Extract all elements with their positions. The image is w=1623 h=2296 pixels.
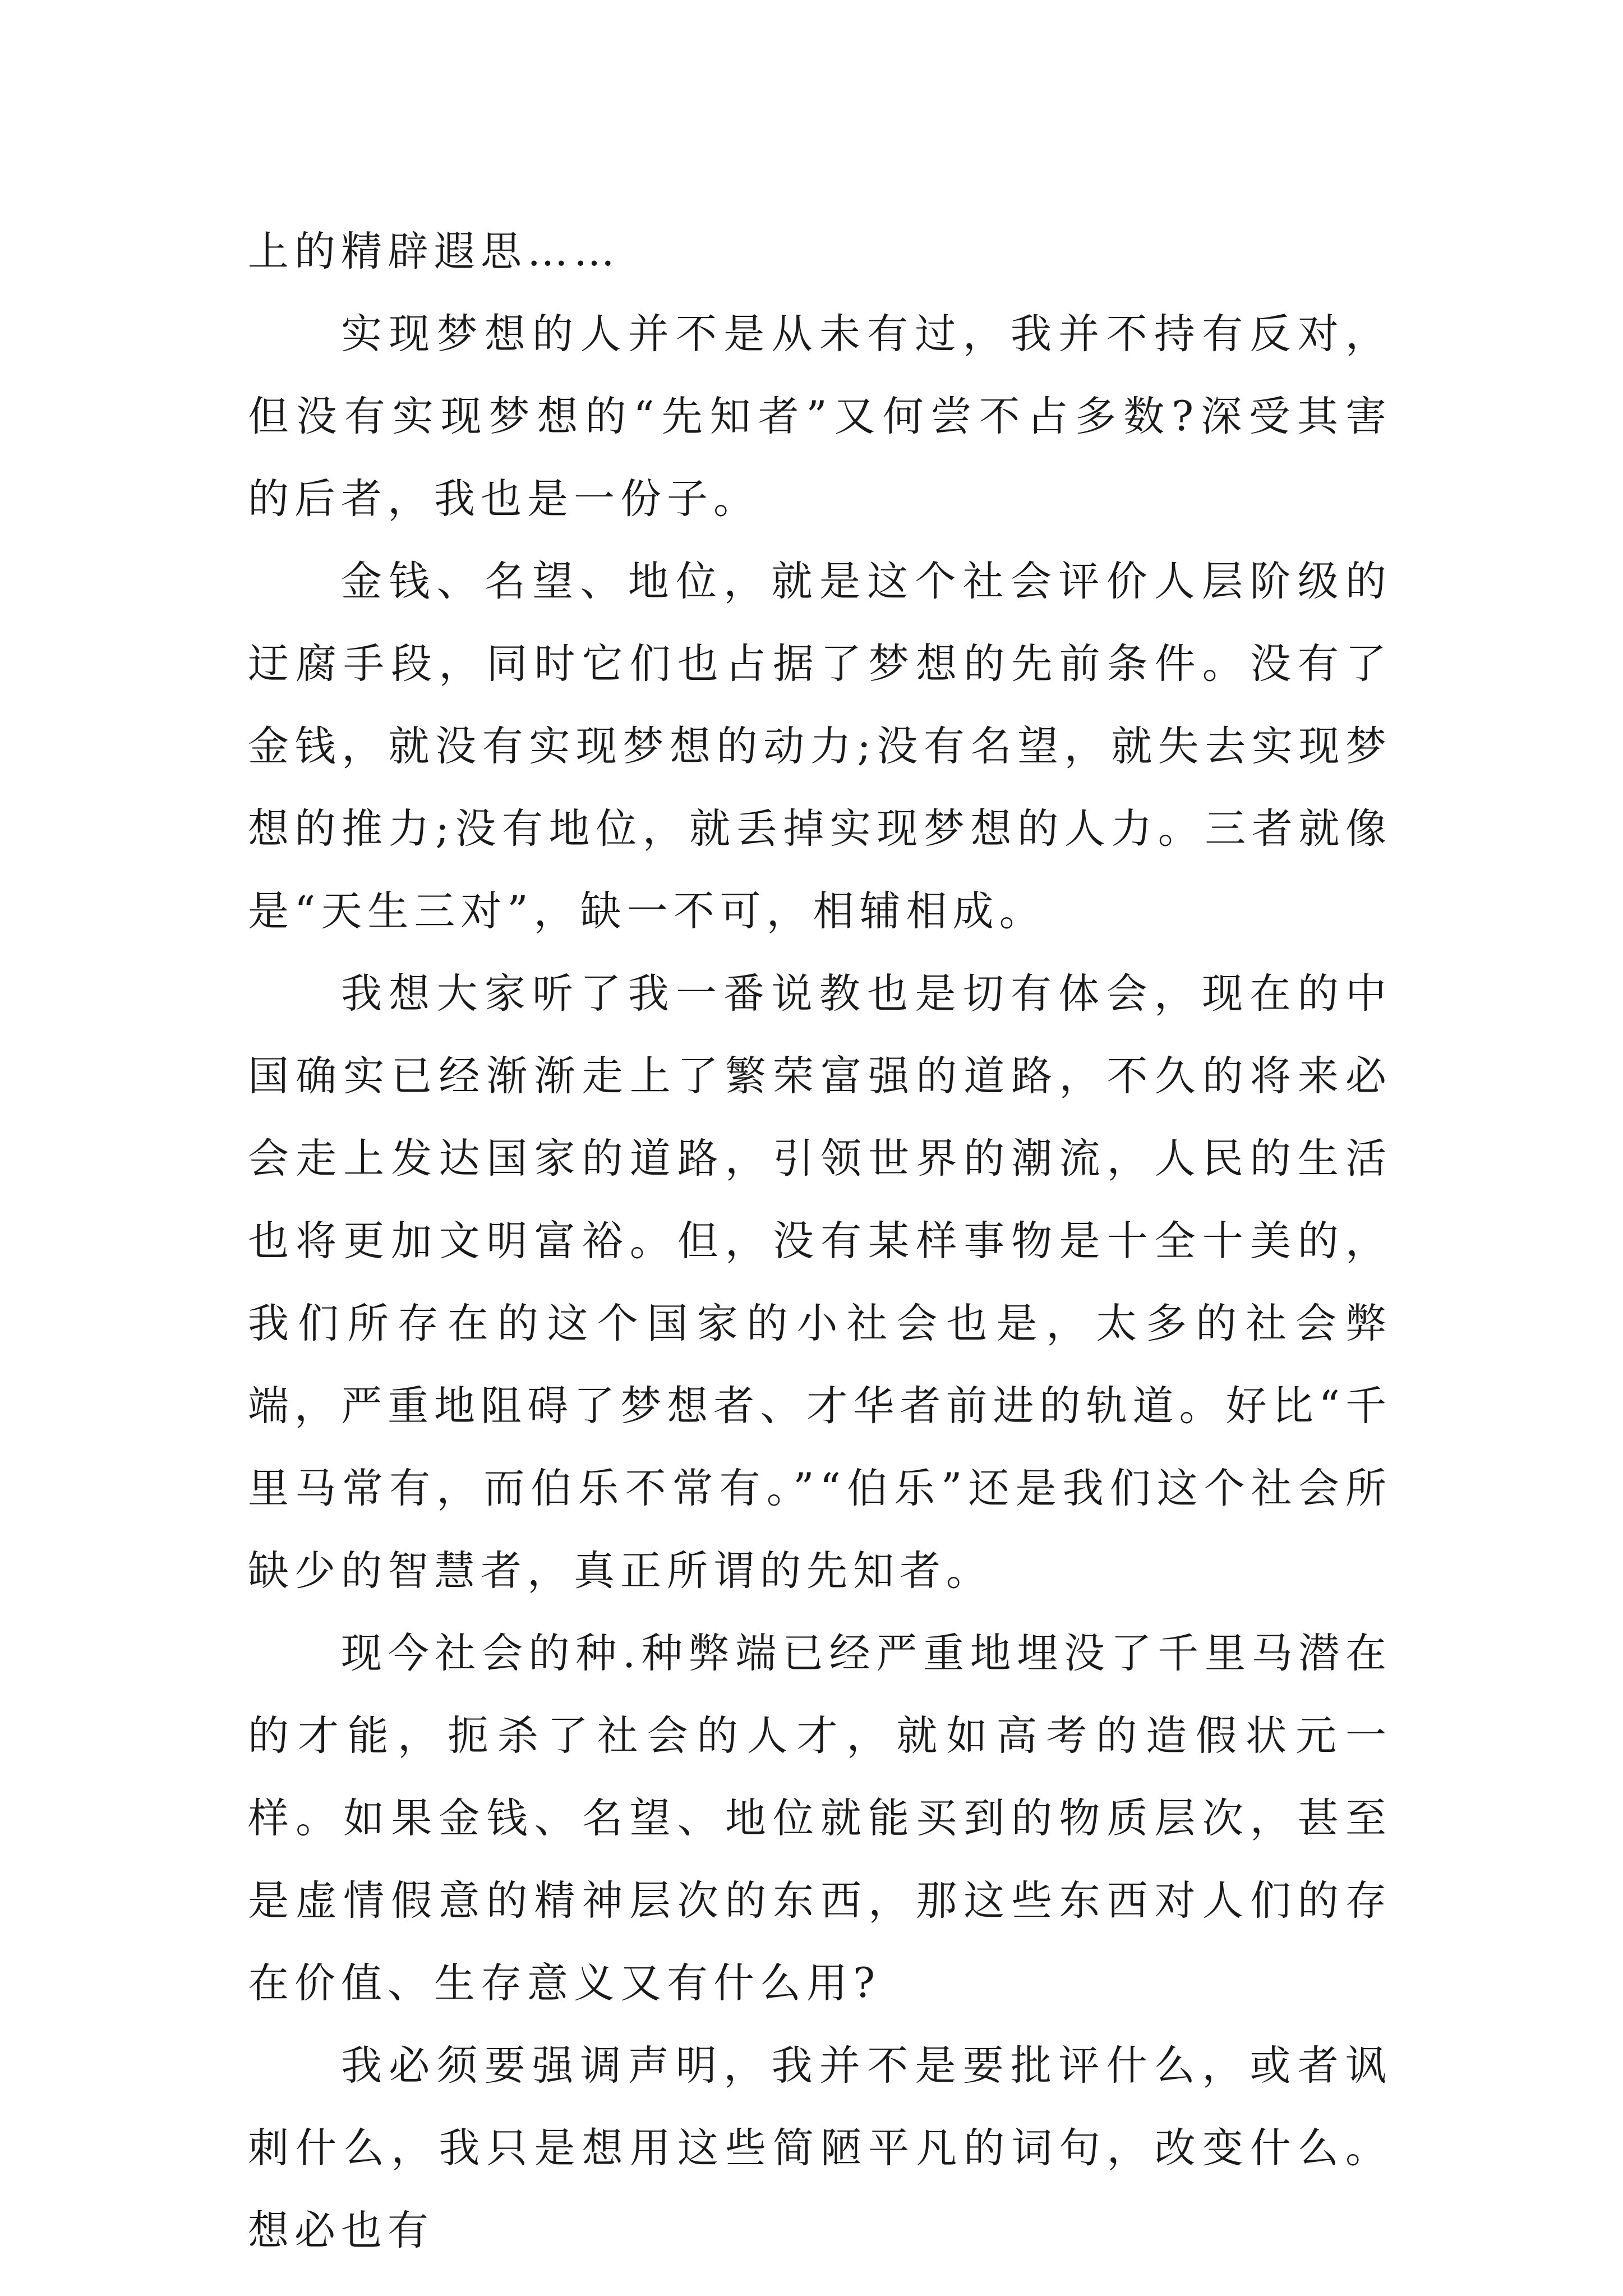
paragraph-1: 上的精辟遐思…… xyxy=(248,228,620,275)
paragraph-4: 我想大家听了我一番说教也是切有体会，现在的中国确实已经渐渐走上了繁荣富强的道路，不久的将来必会走上发达国家的道路，引领世界的潮流，人民的生活也将更加文明富裕。但，没有某样事物是十全十美的，我们所存在的这个国家的小社会也是，太多的社会弊端，严重地阻碍了梦想者、才华者前进的轨道。好比“千里马常有，而伯乐不常有。”“伯乐”还是我们这个社会所缺少的智慧者，真正所谓的先知者。 xyxy=(248,970,1392,1595)
paragraph-6: 我必须要强调声明，我并不是要批评什么，或者讽刺什么，我只是想用这些简陋平凡的词句，改变什么。想必也有 xyxy=(248,2042,1392,2254)
paragraph-5: 现今社会的种.种弊端已经严重地埋没了千里马潜在的才能，扼杀了社会的人才，就如高考的造假状元一样。如果金钱、名望、地位就能买到的物质层次，甚至是虚情假意的精神层次的东西，那这些东西对人们的存在价值、生存意义又有什么用? xyxy=(248,1630,1392,2007)
paragraph-3: 金钱、名望、地位，就是这个社会评价人层阶级的迂腐手段，同时它们也占据了梦想的先前条件。没有了金钱，就没有实现梦想的动力;没有名望，就失去实现梦想的推力;没有地位，就丢掉实现梦想的人力。三者就像是“天生三对”，缺一不可，相辅相成。 xyxy=(248,558,1392,935)
body-text xyxy=(248,210,1392,2272)
paragraph-2: 实现梦想的人并不是从未有过，我并不持有反对，但没有实现梦想的“先知者”又何尝不占多数?深受其害的后者，我也是一份子。 xyxy=(248,310,1392,523)
